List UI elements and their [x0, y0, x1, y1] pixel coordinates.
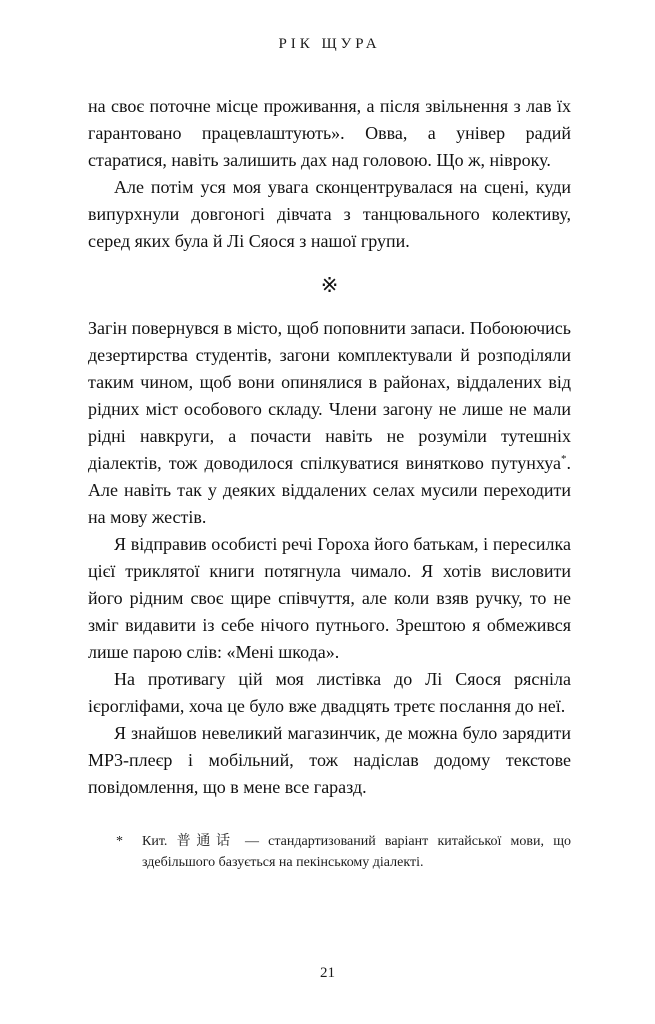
section-divider-mark: ※ [320, 273, 339, 297]
page-number: 21 [320, 965, 335, 981]
paragraph-text: Загін повернувся в місто, щоб поповнити запаси. Побоюючись дезертирства студентів, загони комплектували й розподіляли таким чином, щоб вони опинялися в районах, віддалених від рідних міст особового складу. Члени загону не лише не мали рідні навкруги, а почасти навіть не розуміли тутешніх діалектів, тож доводилося спілкуватися винятково путунхуа [88, 318, 571, 473]
paragraph-text: . Але навіть так у деяких віддалених селах мусили переходити на мову жестів. [88, 453, 571, 527]
paragraph: Я знайшов невеликий магазинчик, де можна було зарядити МР3-плеєр і мобільний, тож надіслав додому текстове повідомлення, що в мене все гаразд. [88, 723, 571, 797]
paragraph: На противагу цій моя листівка до Лі Сяося рясніла ієрогліфами, хоча це було вже двадцять третє послання до неї. [88, 669, 571, 716]
body-text [88, 93, 571, 801]
footnote-text: Кит. 普通话 — стандартизований варіант китайської мови, що здебільшого базується на пекінському діалекті. [142, 834, 571, 870]
running-head-title: РІК ЩУРА [278, 36, 381, 52]
footnote [88, 831, 571, 873]
paragraph: Я відправив особисті речі Гороха його батькам, і пересилка цієї триклятої книги потягнула чимало. Я хотів висловити його рідним своє щире співчуття, але коли взяв ручку, то не зміг видавити із себе нічого путнього. Зрештою я обмежився лише парою слів: «Мені шкода». [88, 534, 571, 662]
footnote-reference-asterisk: * [561, 453, 567, 465]
paragraph: Але потім уся моя увага сконцентрувалася на сцені, куди випурхнули довгоногі дівчата з танцювального колективу, серед яких була й Лі Сяося з нашої групи. [88, 177, 571, 251]
paragraph-continuation: на своє поточне місце проживання, а після звільнення з лав їх гарантовано працевлаштують». Овва, а універ радий старатися, навіть залишить дах над головою. Що ж, нівроку. [88, 96, 571, 170]
footnote-marker: * [116, 834, 123, 849]
paragraph [88, 315, 571, 531]
